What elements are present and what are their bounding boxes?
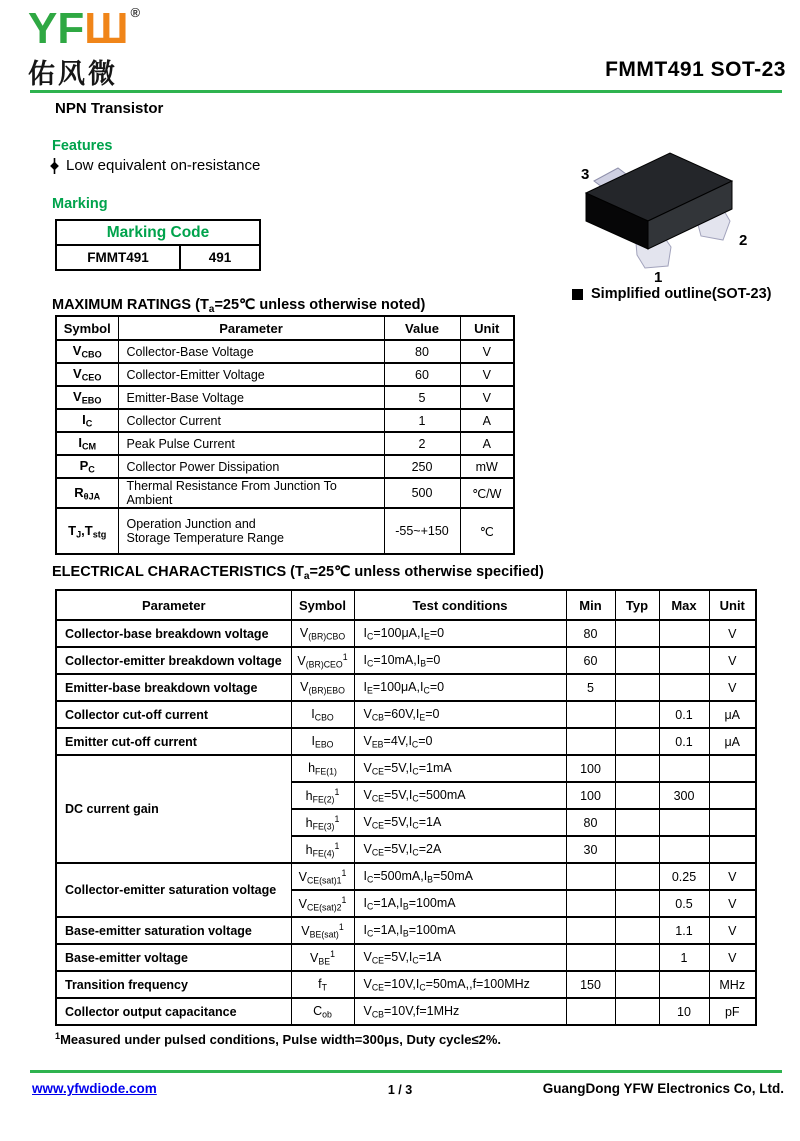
sot23-package-image [548, 133, 788, 283]
mr-col-parameter: Parameter [118, 316, 384, 340]
ec-symbol: $h_{FE(2)}^1$ [291, 782, 354, 809]
marking-header-row [56, 220, 260, 245]
ec-conditions: $I_C=10mA,I_B=0$ [354, 647, 566, 674]
ec-typ [615, 809, 659, 836]
ec-conditions: $I_E=100\mu A,I_C=0$ [354, 674, 566, 701]
page-number: 1 / 3 [387, 1083, 413, 1097]
ec-unit: pF [709, 998, 756, 1025]
ec-parameter: Base-emitter voltage [56, 944, 291, 971]
mr-row [56, 478, 514, 508]
ec-symbol: $V_{BE}^1$ [291, 944, 354, 971]
ec-typ [615, 890, 659, 917]
ec-min [566, 890, 615, 917]
electrical-table [55, 589, 757, 1026]
mr-unit: A [460, 409, 514, 432]
ec-unit: V [709, 647, 756, 674]
ec-conditions: $I_C=1A,I_B=100mA$ [354, 917, 566, 944]
mr-parameter: Emitter-Base Voltage [118, 386, 384, 409]
pulsed-conditions-footnote: $^1$Measured under pulsed conditions, Pulse width=300μs, Duty cycle≤2%. [55, 1031, 502, 1047]
ec-min: 100 [566, 755, 615, 782]
ec-symbol: $I_{EBO}$ [291, 728, 354, 755]
outline-caption [572, 286, 771, 302]
marking-heading: Marking [52, 196, 108, 212]
ec-parameter: Emitter cut-off current [56, 728, 291, 755]
ec-conditions: $I_C=1A,I_B=100mA$ [354, 890, 566, 917]
ec-parameter: Collector-emitter breakdown voltage [56, 647, 291, 674]
ec-max: 0.25 [659, 863, 709, 890]
ec-col-parameter: Parameter [56, 590, 291, 620]
ec-min [566, 701, 615, 728]
ec-symbol: $h_{FE(1)}$ [291, 755, 354, 782]
ec-typ [615, 782, 659, 809]
ec-col-min: Min [566, 590, 615, 620]
ec-min: 5 [566, 674, 615, 701]
ec-min: 80 [566, 620, 615, 647]
pin3-label: 3 [581, 166, 590, 183]
mr-unit: V [460, 363, 514, 386]
header-rule [30, 90, 782, 93]
ec-parameter: Base-emitter saturation voltage [56, 917, 291, 944]
ec-conditions: $V_{CE}=10V,I_C=50mA,,f=100MHz$ [354, 971, 566, 998]
mr-symbol: $I_{CM}$ [56, 432, 118, 455]
logo-wordmark [28, 6, 140, 51]
ec-min [566, 944, 615, 971]
ec-row [56, 971, 756, 998]
ec-unit [709, 782, 756, 809]
mr-parameter: Collector-Emitter Voltage [118, 363, 384, 386]
ec-parameter: Collector cut-off current [56, 701, 291, 728]
ec-symbol: $V_{CE(sat)2}^1$ [291, 890, 354, 917]
ec-conditions: $V_{CB}=10V,f=1MHz$ [354, 998, 566, 1025]
part-number-title: FMMT491 SOT-23 [605, 58, 786, 81]
ec-max [659, 647, 709, 674]
outline-caption-text: Simplified outline(SOT-23) [591, 286, 772, 302]
marking-part: FMMT491 [56, 245, 180, 270]
ec-typ [615, 944, 659, 971]
ec-unit: μA [709, 701, 756, 728]
ec-row [56, 674, 756, 701]
ec-unit [709, 836, 756, 863]
ec-max: 300 [659, 782, 709, 809]
mr-value: 1 [384, 409, 460, 432]
ec-row [56, 620, 756, 647]
ec-unit: V [709, 890, 756, 917]
ec-typ [615, 917, 659, 944]
ec-max [659, 674, 709, 701]
ec-min [566, 917, 615, 944]
mr-value: -55~+150 [384, 508, 460, 554]
ec-min [566, 728, 615, 755]
ec-row [56, 944, 756, 971]
ec-parameter: DC current gain [56, 755, 291, 863]
mr-row [56, 409, 514, 432]
ec-conditions: $I_C=500mA,I_B=50mA$ [354, 863, 566, 890]
ec-unit [709, 755, 756, 782]
mr-row [56, 455, 514, 478]
mr-symbol: $R_{\theta JA}$ [56, 478, 118, 508]
mr-row [56, 340, 514, 363]
mr-value: 250 [384, 455, 460, 478]
mr-parameter: Peak Pulse Current [118, 432, 384, 455]
max-ratings-heading: MAXIMUM RATINGS ($T_a=25℃$ unless otherwise noted) [52, 297, 426, 315]
ec-typ [615, 647, 659, 674]
ec-row [56, 728, 756, 755]
mr-value: 60 [384, 363, 460, 386]
ec-conditions: $V_{CE}=5V,I_C=2A$ [354, 836, 566, 863]
mr-symbol: $V_{CEO}$ [56, 363, 118, 386]
website-link[interactable]: www.yfwdiode.com [32, 1081, 157, 1096]
ec-max [659, 809, 709, 836]
yfw-logo [28, 6, 140, 91]
pin2-label: 2 [739, 232, 748, 249]
ec-conditions: $V_{EB}=4V,I_C=0$ [354, 728, 566, 755]
max-ratings-table [55, 315, 515, 555]
square-bullet-icon [572, 289, 583, 300]
mr-parameter: Operation Junction and Storage Temperature Range [118, 508, 384, 554]
mr-parameter: Collector-Base Voltage [118, 340, 384, 363]
marking-table [55, 219, 261, 271]
mr-parameter: Collector Power Dissipation [118, 455, 384, 478]
ec-min: 80 [566, 809, 615, 836]
ec-unit [709, 809, 756, 836]
ec-max: 10 [659, 998, 709, 1025]
mr-col-symbol: Symbol [56, 316, 118, 340]
ec-unit: V [709, 917, 756, 944]
mr-symbol: $I_C$ [56, 409, 118, 432]
mr-parameter: Collector Current [118, 409, 384, 432]
mr-unit: V [460, 340, 514, 363]
registered-trademark-icon: ® [130, 5, 141, 20]
mr-parameter: Thermal Resistance From Junction To Ambient [118, 478, 384, 508]
ec-typ [615, 836, 659, 863]
mr-row [56, 432, 514, 455]
mr-unit: V [460, 386, 514, 409]
ec-conditions: $V_{CE}=5V,I_C=1A$ [354, 944, 566, 971]
ec-symbol: $V_{BE(sat)}^1$ [291, 917, 354, 944]
ec-conditions: $V_{CE}=5V,I_C=1mA$ [354, 755, 566, 782]
ec-parameter: Collector-base breakdown voltage [56, 620, 291, 647]
ec-max [659, 755, 709, 782]
ec-unit: V [709, 674, 756, 701]
marking-code-header: Marking Code [56, 220, 260, 245]
mr-col-value: Value [384, 316, 460, 340]
ec-symbol: $h_{FE(3)}^1$ [291, 809, 354, 836]
ec-conditions: $V_{CE}=5V,I_C=500mA$ [354, 782, 566, 809]
logo-yf: YF [28, 4, 85, 53]
ec-parameter: Collector-emitter saturation voltage [56, 863, 291, 917]
ec-unit: V [709, 620, 756, 647]
ec-max [659, 836, 709, 863]
ec-max: 0.1 [659, 728, 709, 755]
ec-typ [615, 863, 659, 890]
logo-w-icon: Ш [84, 4, 129, 53]
ec-min: 100 [566, 782, 615, 809]
mr-col-unit: Unit [460, 316, 514, 340]
ec-unit: MHz [709, 971, 756, 998]
ec-typ [615, 998, 659, 1025]
ec-col-symbol: Symbol [291, 590, 354, 620]
logo-chinese-name: 佑风微 [28, 59, 118, 89]
ec-col-max: Max [659, 590, 709, 620]
marking-code: 491 [180, 245, 260, 270]
ec-typ [615, 755, 659, 782]
ec-symbol: $V_{(BR)EBO}$ [291, 674, 354, 701]
ec-symbol: $h_{FE(4)}^1$ [291, 836, 354, 863]
mr-symbol: $V_{CBO}$ [56, 340, 118, 363]
ec-min: 30 [566, 836, 615, 863]
mr-header-row [56, 316, 514, 340]
mr-unit: ℃ [460, 508, 514, 554]
device-type-subtitle: NPN Transistor [55, 100, 164, 117]
ec-symbol: $C_{ob}$ [291, 998, 354, 1025]
ec-symbol: $V_{(BR)CEO}^1$ [291, 647, 354, 674]
mr-row [56, 508, 514, 554]
mr-symbol: $T_J,T_{stg}$ [56, 508, 118, 554]
ec-typ [615, 971, 659, 998]
feature-item [50, 157, 260, 174]
ec-unit: V [709, 863, 756, 890]
pin1-label: 1 [654, 269, 663, 283]
ec-max: 1.1 [659, 917, 709, 944]
ec-row [56, 917, 756, 944]
marking-data-row [56, 245, 260, 270]
mr-unit: A [460, 432, 514, 455]
ec-conditions: $V_{CB}=60V,I_E=0$ [354, 701, 566, 728]
ec-row [56, 647, 756, 674]
ec-parameter: Transition frequency [56, 971, 291, 998]
ec-symbol: $I_{CBO}$ [291, 701, 354, 728]
mr-symbol: $V_{EBO}$ [56, 386, 118, 409]
ec-conditions: $V_{CE}=5V,I_C=1A$ [354, 809, 566, 836]
ec-parameter: Emitter-base breakdown voltage [56, 674, 291, 701]
ec-min: 60 [566, 647, 615, 674]
ec-min: 150 [566, 971, 615, 998]
ec-conditions: $I_C=100\mu A,I_E=0$ [354, 620, 566, 647]
company-name: GuangDong YFW Electronics Co, Ltd. [542, 1081, 784, 1096]
mr-row [56, 363, 514, 386]
ec-row [56, 863, 756, 890]
ec-symbol: $f_T$ [291, 971, 354, 998]
ec-typ [615, 674, 659, 701]
ec-row [56, 998, 756, 1025]
mr-value: 2 [384, 432, 460, 455]
ec-row [56, 701, 756, 728]
ec-unit: V [709, 944, 756, 971]
feature-text: Low equivalent on-resistance [66, 157, 261, 174]
ec-row [56, 755, 756, 782]
mr-value: 5 [384, 386, 460, 409]
ec-max [659, 971, 709, 998]
ec-symbol: $V_{CE(sat)1}^1$ [291, 863, 354, 890]
mr-unit: mW [460, 455, 514, 478]
ec-symbol: $V_{(BR)CBO}$ [291, 620, 354, 647]
ec-header-row [56, 590, 756, 620]
mr-value: 80 [384, 340, 460, 363]
ec-max: 0.5 [659, 890, 709, 917]
diamond-bullet-icon [50, 158, 59, 174]
ec-col-unit: Unit [709, 590, 756, 620]
ec-max [659, 620, 709, 647]
ec-typ [615, 701, 659, 728]
ec-parameter: Collector output capacitance [56, 998, 291, 1025]
footer-rule [30, 1070, 782, 1073]
ec-min [566, 863, 615, 890]
mr-symbol: $P_C$ [56, 455, 118, 478]
ec-typ [615, 728, 659, 755]
ec-unit: μA [709, 728, 756, 755]
mr-row [56, 386, 514, 409]
ec-max: 0.1 [659, 701, 709, 728]
features-heading: Features [52, 138, 113, 154]
mr-value: 500 [384, 478, 460, 508]
ec-min [566, 998, 615, 1025]
mr-unit: ℃/W [460, 478, 514, 508]
ec-col-typ: Typ [615, 590, 659, 620]
electrical-heading: ELECTRICAL CHARACTERISTICS ($T_a=25℃$ unless otherwise specified) [52, 564, 544, 582]
ec-max: 1 [659, 944, 709, 971]
ec-col-conditions: Test conditions [354, 590, 566, 620]
ec-typ [615, 620, 659, 647]
